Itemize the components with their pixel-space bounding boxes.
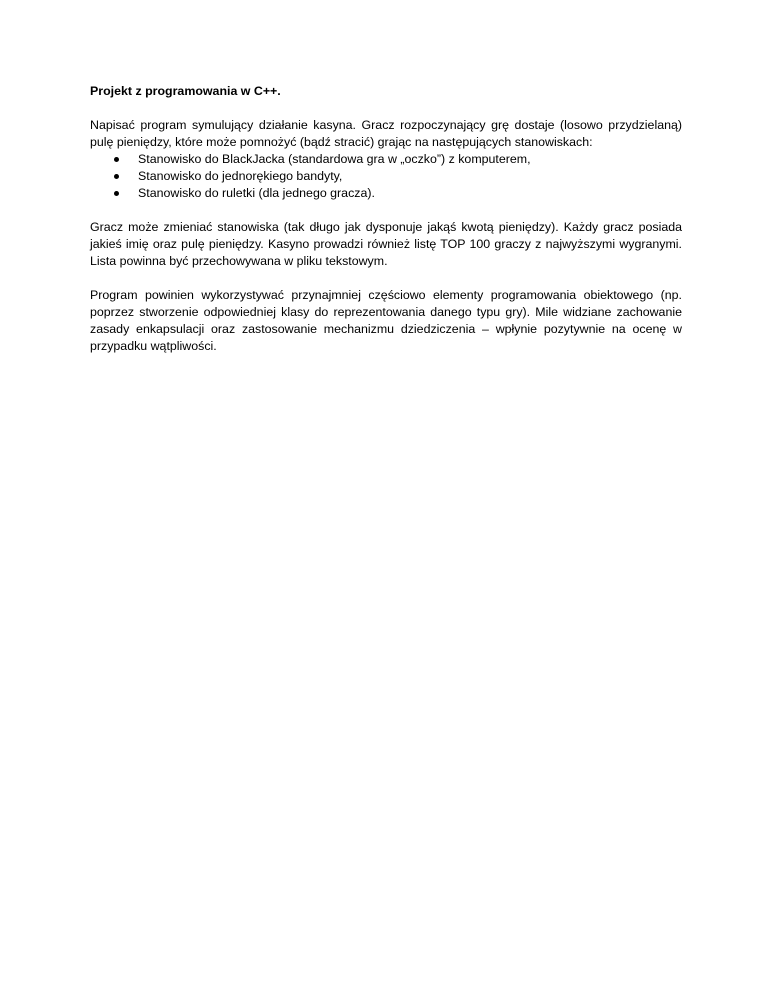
list-item-text: Stanowisko do ruletki (dla jednego gracza). (138, 186, 375, 200)
bullet-icon (114, 174, 119, 179)
document-page (90, 83, 682, 372)
list-item-text: Stanowisko do BlackJacka (standardowa gra w „oczko”) z komputerem, (138, 152, 531, 166)
requirements-paragraph: Program powinien wykorzystywać przynajmniej częściowo elementy programowania obiektowego (np. poprzez stworzenie odpowiedniej klasy do reprezentowania danego typu gry). Mile widziane zachowanie zasady enkapsulacji oraz zastosowanie mechanizmu dziedziczenia – wpłynie pozytywnie na ocenę w przypadku wątpliwości. (90, 288, 682, 353)
intro-paragraph: Napisać program symulujący działanie kasyna. Gracz rozpoczynający grę dostaje (losowo przydzielaną) pulę pieniędzy, które może pomnożyć (bądź stracić) grając na następujących stanowiskach: (90, 118, 682, 149)
list-item-text: Stanowisko do jednorękiego bandyty, (138, 169, 343, 183)
station-list (90, 151, 682, 202)
bullet-icon (114, 191, 119, 196)
bullet-icon (114, 157, 119, 162)
list-item (90, 168, 682, 185)
players-paragraph: Gracz może zmieniać stanowiska (tak długo jak dysponuje jakąś kwotą pieniędzy). Każdy gracz posiada jakieś imię oraz pulę pieniędzy. Kasyno prowadzi również listę TOP 100 graczy z najwyższymi wygranymi. Lista powinna być przechowywana w pliku tekstowym. (90, 220, 682, 268)
list-item (90, 185, 682, 202)
list-item (90, 151, 682, 168)
document-title: Projekt z programowania w C++. (90, 84, 281, 98)
